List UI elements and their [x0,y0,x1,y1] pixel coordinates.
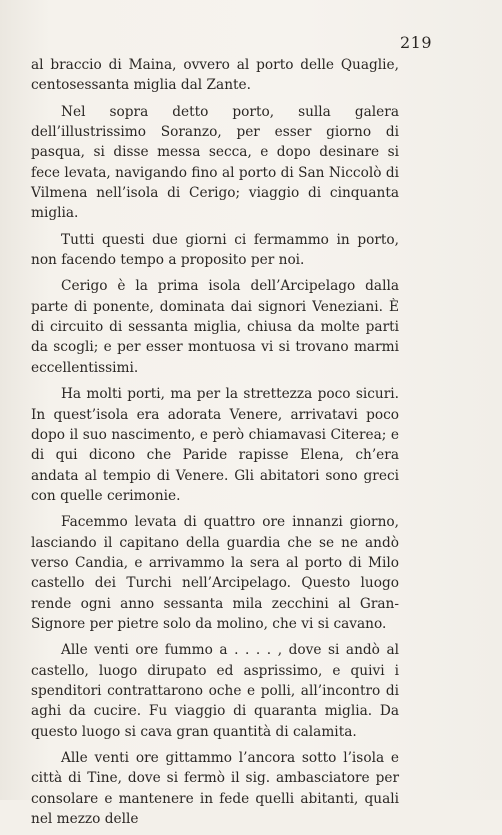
paragraph: Alle venti ore fummo a . . . . , dove si andò al castello, luogo dirupato ed asprissimo, e quivi i spenditori contrattarono oche e polli, all’incontro di aghi da cucire. Fu viaggio di quaranta miglia. Da questo luogo si cava gran quantità di calamita. [31,642,399,740]
body-text [31,55,399,835]
paragraph: Tutti questi due giorni ci fermammo in porto, non facendo tempo a proposito per noi. [31,231,399,269]
paragraph: Nel sopra detto porto, sulla galera dell’illustrissimo Soranzo, per esser giorno di pasqua, si disse messa secca, e dopo desinare si fece levata, navigando fino al porto di San Niccolò di Vilmena nell’isola di Cerigo; viaggio di cinquanta miglia. [31,103,399,222]
paragraph: Cerigo è la prima isola dell’Arcipelago dalla parte di ponente, dominata dai signori Veneziani. È di circuito di sessanta miglia, chiusa da molte parti da scogli; e per esser montuosa vi si trovano marmi eccellentissimi. [31,278,399,376]
paragraph: Facemmo levata di quattro ore innanzi giorno, lasciando il capitano della guardia che se ne andò verso Candia, e arrivammo la sera al porto di Milo castello dei Turchi nell’Arcipelago. Questo luogo rende ogni anno sessanta mila zecchini al Gran-Signore per pietre solo da molino, che vi si cavano. [31,514,399,632]
page-number: 219 [399,33,432,52]
paragraph: Ha molti porti, ma per la strettezza poco sicuri. In quest’isola era adorata Venere, arrivatavi poco dopo il suo nascimento, e però chiamavasi Citerea; e di qui dicono che Paride rapisse Elena, ch’era andata al tempio di Venere. Gli abitatori sono greci con quelle cerimonie. [31,386,399,504]
paragraph: Alle venti ore gittammo l’ancora sotto l’isola e città di Tine, dove si fermò il sig. ambasciatore per consolare e mantenere in fede quelli abitanti, quali nel mezzo delle [31,750,399,828]
paragraph: al braccio di Maina, ovvero al porto delle Quaglie, centosessanta miglia dal Zante. [31,57,399,94]
